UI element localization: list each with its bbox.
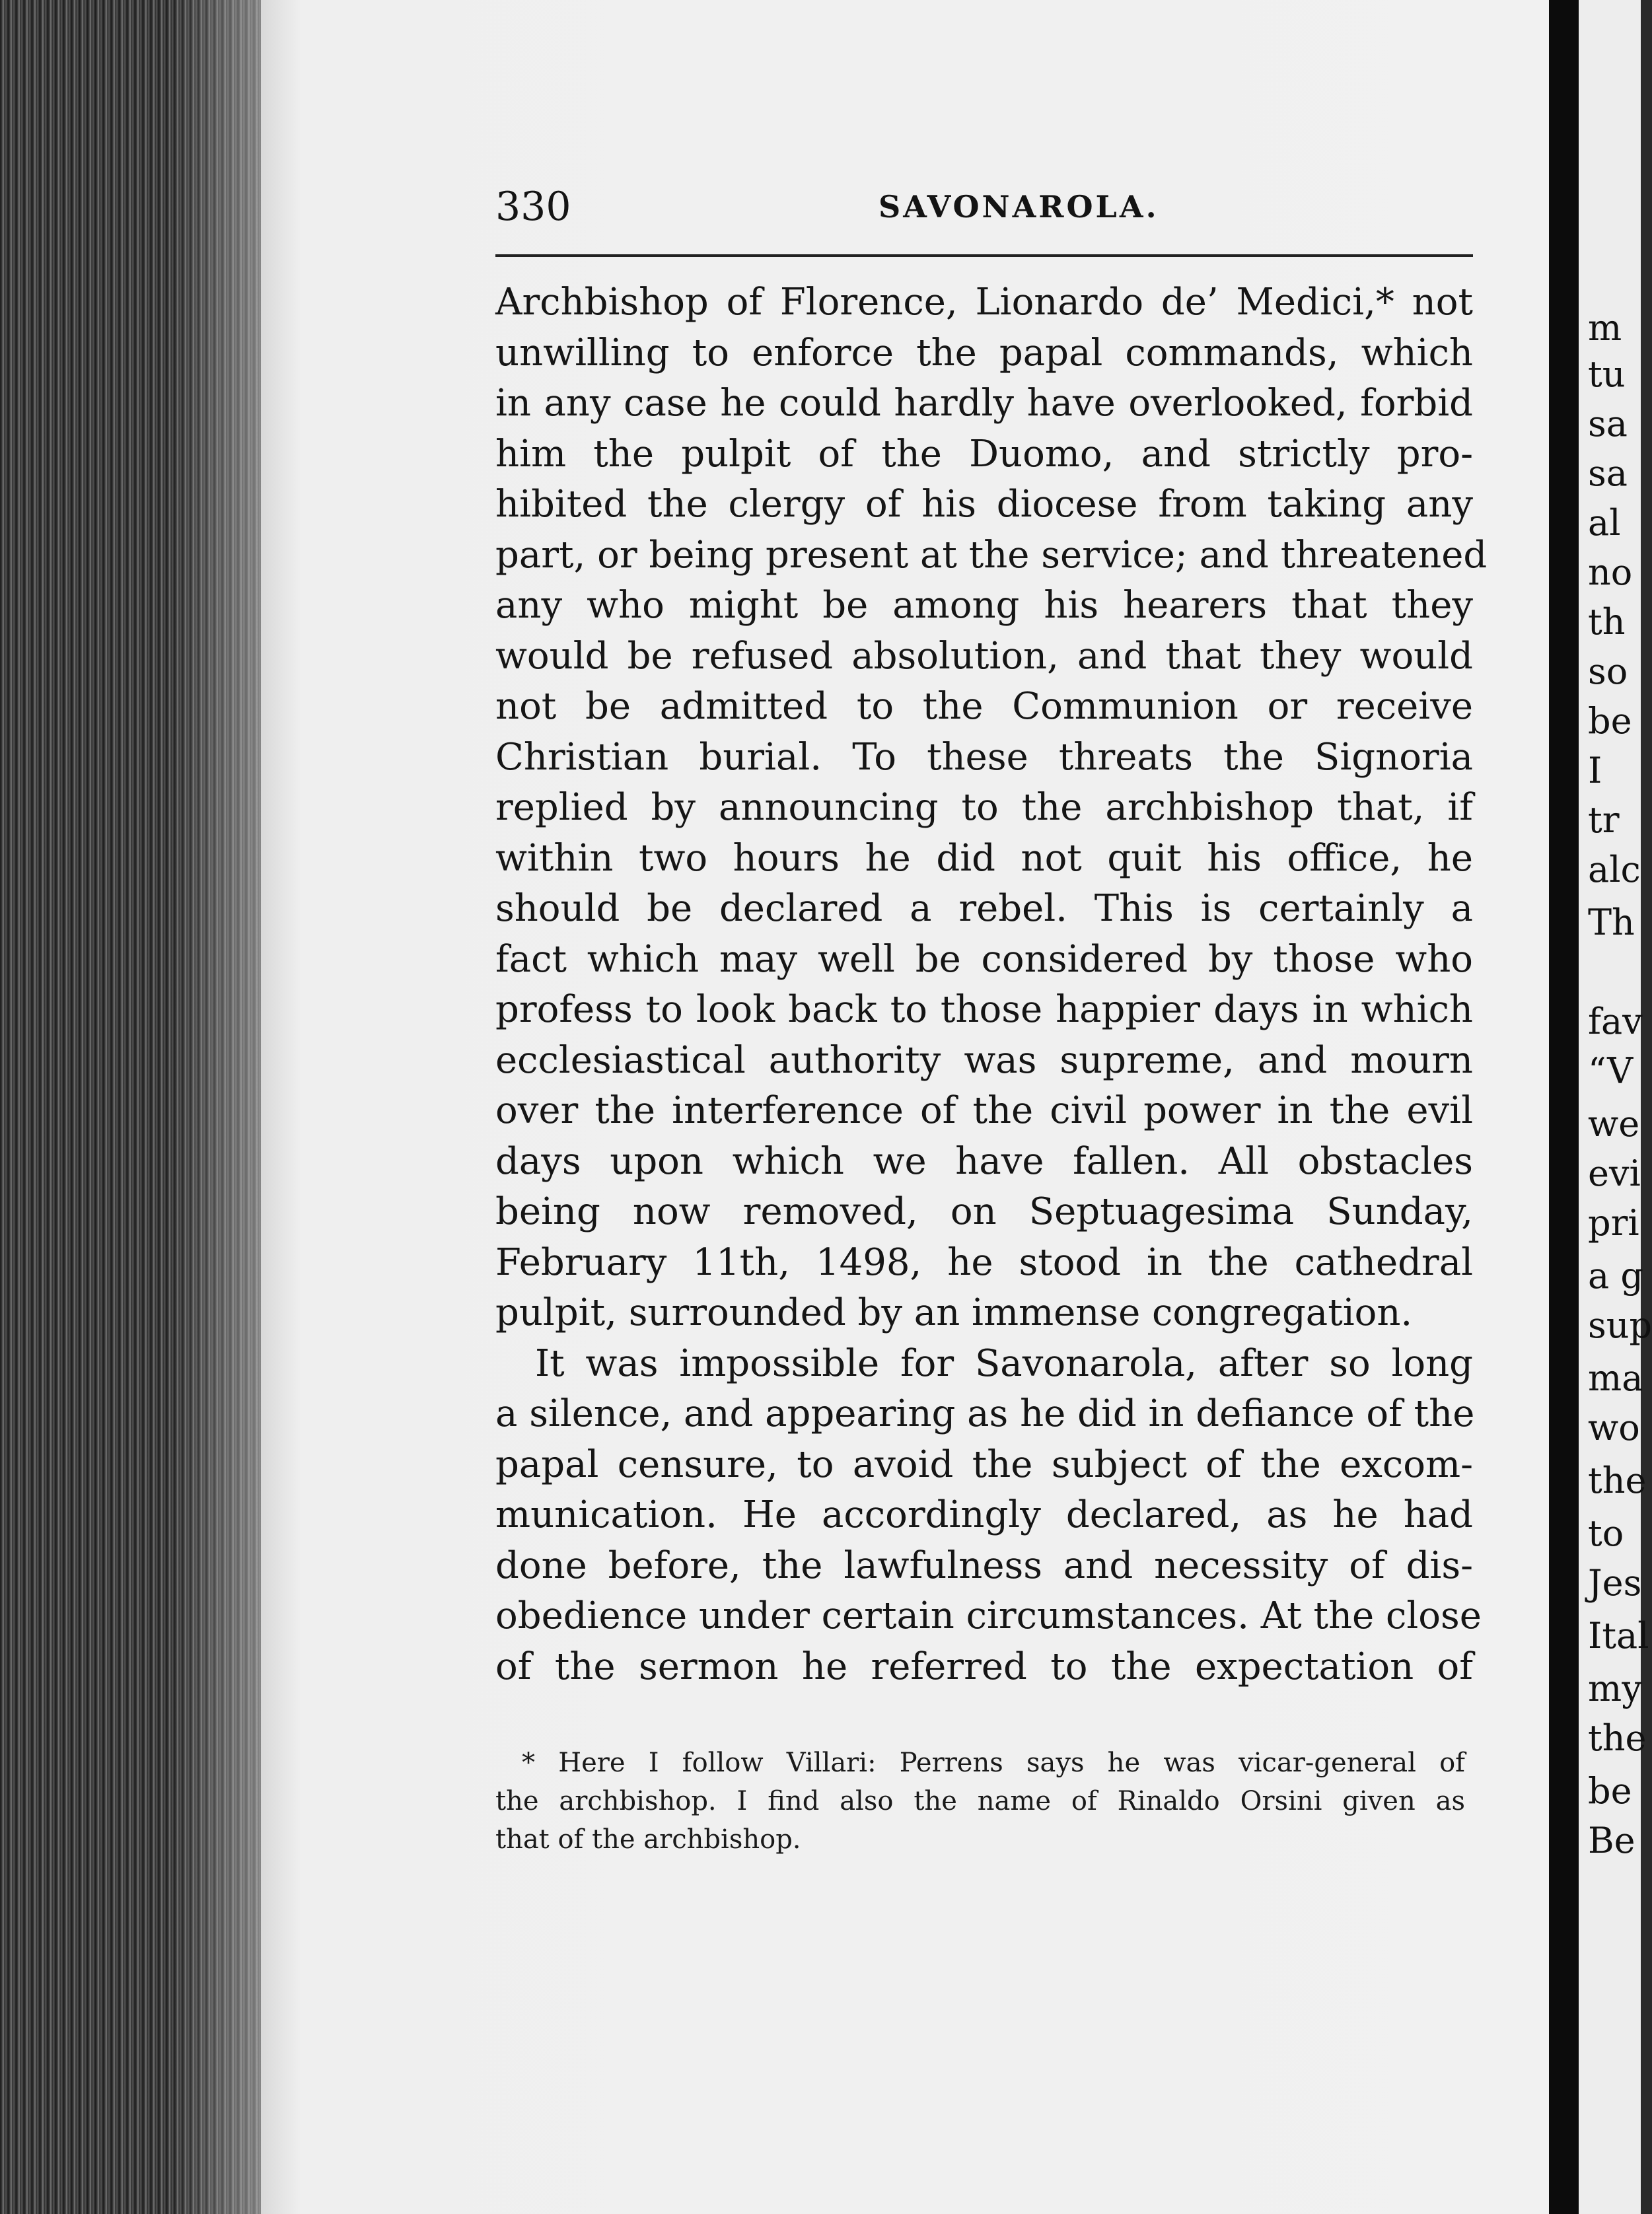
text-line: part, or being present at the service; and threatened — [495, 533, 1488, 577]
page-edge-stack — [0, 0, 264, 2214]
text-line: It was impossible for Savonarola, after so long — [535, 1341, 1473, 1385]
facing-fragment: Ital — [1588, 1615, 1649, 1657]
text-line: fact which may well be considered by those who — [495, 937, 1473, 981]
footnote — [495, 1744, 1465, 1859]
text-line: in any case he could hardly have overlooked, forbid — [495, 382, 1473, 425]
page-number: 330 — [495, 184, 571, 230]
facing-fragment: sa — [1588, 452, 1628, 494]
facing-page-strip — [1579, 0, 1652, 2214]
text-line: not be admitted to the Communion or receive — [495, 685, 1473, 728]
body-text — [495, 277, 1488, 1692]
footnote-line: that of the archbishop. — [495, 1824, 801, 1855]
facing-fragment: evi — [1588, 1153, 1641, 1194]
header-rule — [495, 254, 1473, 257]
facing-fragment: al — [1588, 502, 1621, 544]
facing-fragment: pri — [1588, 1202, 1639, 1244]
text-line: a silence, and appearing as he did in defiance of the — [495, 1392, 1475, 1435]
footnote-line: the archbishop. I find also the name of Rinaldo Orsini given as — [495, 1786, 1465, 1816]
facing-fragment: sup — [1588, 1304, 1652, 1346]
facing-fragment: I — [1588, 750, 1602, 791]
text-line: days upon which we have fallen. All obstacles — [495, 1139, 1473, 1183]
facing-fragment: my — [1588, 1668, 1642, 1709]
text-line: hibited the clergy of his diocese from taking any — [495, 483, 1473, 526]
text-line: being now removed, on Septuagesima Sunday, — [495, 1190, 1473, 1233]
text-line: ecclesiastical authority was supreme, and mourn — [495, 1038, 1473, 1082]
text-line: would be refused absolution, and that they would — [495, 634, 1473, 678]
text-line: pulpit, surrounded by an immense congregation. — [495, 1291, 1413, 1334]
text-line: unwilling to enforce the papal commands, which — [495, 331, 1473, 375]
facing-fragment: alc — [1588, 849, 1641, 890]
facing-fragment: be — [1588, 700, 1632, 742]
facing-fragment: “V — [1588, 1050, 1634, 1092]
facing-fragment: th — [1588, 601, 1626, 643]
facing-fragment: tu — [1588, 353, 1626, 395]
text-line: over the interference of the civil power in the evil — [495, 1089, 1473, 1132]
facing-fragment: so — [1588, 651, 1628, 692]
text-line: Archbishop of Florence, Lionardo de’ Medici,* not — [495, 281, 1473, 324]
running-head — [495, 184, 1473, 236]
facing-fragment: no — [1588, 552, 1633, 593]
text-line: profess to look back to those happier days in which — [495, 988, 1473, 1031]
running-title: SAVONAROLA. — [879, 189, 1159, 225]
facing-fragment: Be — [1588, 1820, 1635, 1861]
footnote-line: * Here I follow Villari: Perrens says he was vicar-general of — [522, 1748, 1465, 1778]
page-gutter — [1549, 0, 1579, 2214]
text-line: munication. He accordingly declared, as he had — [495, 1493, 1473, 1536]
facing-fragment: the — [1588, 1460, 1647, 1501]
text-line: February 11th, 1498, he stood in the cathedral — [495, 1240, 1473, 1284]
text-line: obedience under certain circumstances. At the close — [495, 1594, 1482, 1637]
facing-fragment: sa — [1588, 403, 1628, 445]
text-line: of the sermon he referred to the expectation of — [495, 1645, 1473, 1688]
facing-fragment: m — [1588, 307, 1622, 349]
facing-fragment: to — [1588, 1513, 1624, 1554]
facing-fragment: tr — [1588, 799, 1620, 841]
facing-fragment: fav — [1588, 1001, 1643, 1042]
text-line: replied by announcing to the archbishop that, if — [495, 786, 1473, 829]
text-line: should be declared a rebel. This is certainly a — [495, 887, 1473, 930]
text-line: papal censure, to avoid the subject of the excom- — [495, 1443, 1473, 1486]
facing-fragment: we — [1588, 1103, 1640, 1145]
facing-fragment: ma — [1588, 1357, 1643, 1399]
facing-fragment: be — [1588, 1770, 1632, 1812]
facing-fragment: the — [1588, 1717, 1647, 1759]
text-line: him the pulpit of the Duomo, and strictly pro- — [495, 432, 1473, 476]
facing-fragment: Jes — [1588, 1562, 1642, 1604]
facing-fragment: Th — [1588, 902, 1635, 943]
text-line: any who might be among his hearers that they — [495, 584, 1473, 627]
text-line: done before, the lawfulness and necessity of dis- — [495, 1544, 1473, 1587]
text-line: within two hours he did not quit his office, he — [495, 836, 1473, 880]
text-line: Christian burial. To these threats the Signoria — [495, 735, 1473, 779]
facing-fragment: wo — [1588, 1407, 1640, 1448]
facing-fragment: a g — [1588, 1255, 1643, 1297]
